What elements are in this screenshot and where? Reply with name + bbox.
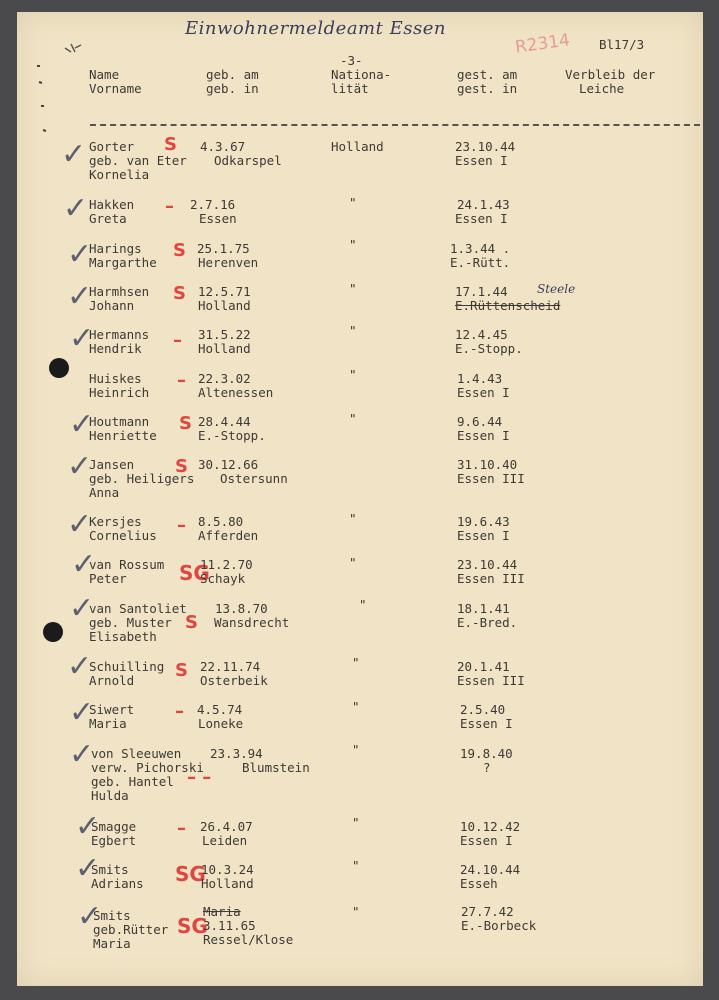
birth-place: E.-Stopp. [198,428,266,443]
death-date: 19.6.43 [457,514,510,529]
document-page [17,12,703,986]
nationality: " [359,597,367,612]
red-mark: SG [177,914,208,938]
red-mark: SG [179,561,210,585]
red-mark: S [173,283,186,304]
check-mark: ✓ [61,137,87,172]
death-date: 1.3.44 . [450,241,511,256]
death-date: 23.10.44 [455,139,516,154]
red-mark: S [164,134,177,155]
birth-date: 30.12.66 [198,457,259,472]
birth-date: 31.5.22 [198,327,251,342]
check-mark: ✓ [75,851,101,886]
red-mark: – [175,701,184,722]
birth-place: Osterbeik [200,673,268,688]
check-mark: ✓ [71,547,97,582]
birth-date: 12.5.71 [198,284,251,299]
death-date: 10.12.42 [460,819,521,834]
col-header-death: gest. am gest. in [457,67,518,96]
check-mark: ✓ [63,191,89,226]
check-mark: ✓ [67,507,93,542]
check-mark: ✓ [69,695,95,730]
red-mark: S [173,240,186,261]
record-name: Houtmann Henriette [89,414,157,443]
death-place: E.-Rütt. [450,255,511,270]
death-place: E.-Stopp. [455,341,523,356]
birth-place: Holland [198,298,251,313]
death-place: Essen I [457,428,510,443]
red-mark: SG [175,862,206,886]
birth-date: 4.3.67 [200,139,246,154]
red-mark: – [165,196,174,217]
birth-date: 22.3.02 [198,371,251,386]
col-header-remains: Verbleib der Leiche [565,67,656,96]
birth-date-struck: Maria [203,904,241,919]
birth-place: Wansdrecht [214,615,290,630]
birth-date: 8.5.80 [198,514,244,529]
red-mark: S [179,413,192,434]
death-place: Essen I [457,385,510,400]
record-name: Schuilling Arnold [89,659,165,688]
death-place: Essen III [457,673,525,688]
margin-pencil-marks [35,34,95,144]
page-number: -3- [340,53,363,68]
birth-place: Ressel/Klose [203,932,294,947]
nationality: " [349,323,357,338]
check-mark: ✓ [69,321,95,356]
red-mark: – [177,515,186,536]
record-name: Gorter geb. van Eter Kornelia [89,139,187,182]
birth-date: 26.4.07 [200,819,253,834]
birth-place: Holland [198,341,251,356]
record-name: Smits geb.Rütter Maria [93,908,169,951]
birth-place: Odkarspel [214,153,282,168]
check-mark: ✓ [67,237,93,272]
death-place: E.-Borbeck [461,918,537,933]
birth-place: Essen [199,211,237,226]
nationality: " [349,411,357,426]
nationality: " [349,511,357,526]
death-date: 9.6.44 [457,414,503,429]
record-name: Harings Margarthe [89,241,157,270]
birth-date: 25.1.75 [197,241,250,256]
death-date: 24.10.44 [460,862,521,877]
death-place: Essen I [455,211,508,226]
record-name: Smits Adrians [91,862,144,891]
col-header-name: Name Vorname [89,67,142,96]
handwritten-title: Einwohnermeldeamt Essen [185,18,446,39]
death-date: 20.1.41 [457,659,510,674]
check-mark: ✓ [77,899,103,934]
death-date: 27.7.42 [461,904,514,919]
red-mark: S [175,456,188,477]
death-place: Essen III [457,571,525,586]
birth-place: Holland [201,876,254,891]
nationality: " [349,237,357,252]
death-date: 23.10.44 [457,557,518,572]
birth-date: 13.8.70 [215,601,268,616]
death-place: Essen III [457,471,525,486]
record-name: Harmhsen Johann [89,284,150,313]
birth-place: Ostersunn [220,471,288,486]
birth-date: 3.11.65 [203,918,256,933]
nationality: " [352,815,360,830]
death-date: 17.1.44 [455,284,508,299]
death-place: Esseh [460,876,498,891]
header-divider [90,124,700,126]
death-place-correction: Steele [537,282,576,296]
birth-place: Herenven [198,255,259,270]
birth-date: 11.2.70 [200,557,253,572]
death-place: ? [483,760,491,775]
red-mark: – – [187,767,212,788]
col-header-nationality: Nationa- lität [331,67,392,96]
nationality: " [352,699,360,714]
death-place: Essen I [460,833,513,848]
pencil-note: R2314 [513,30,572,58]
birth-place: Schayk [200,571,246,586]
record-name: van Santoliet geb. Muster Elisabeth [89,601,187,644]
birth-place: Altenessen [198,385,274,400]
birth-date: 22.11.74 [200,659,261,674]
punch-hole [43,622,63,642]
death-date: 31.10.40 [457,457,518,472]
record-name: van Rossum Peter [89,557,165,586]
death-date: 1.4.43 [457,371,503,386]
record-name: Huiskes Heinrich [89,371,150,400]
red-mark: – [177,818,186,839]
record-name: Hermanns Hendrik [89,327,150,356]
check-mark: ✓ [75,809,101,844]
birth-date: 4.5.74 [197,702,243,717]
birth-place: Afferden [198,528,259,543]
nationality: " [352,904,360,919]
check-mark: ✓ [67,649,93,684]
nationality: " [349,555,357,570]
birth-place: Leiden [202,833,248,848]
death-place: Essen I [460,716,513,731]
nationality: " [352,742,360,757]
death-place: Essen I [457,528,510,543]
death-place: E.Rüttenscheid [455,298,561,313]
record-name: Jansen geb. Heiligers Anna [89,457,195,500]
check-mark: ✓ [69,407,95,442]
red-mark: – [177,370,186,391]
red-mark: S [185,612,198,633]
record-name: Hakken Greta [89,197,135,226]
archive-stamp: Bl17/3 [599,37,645,52]
nationality: " [349,367,357,382]
record-name: von Sleeuwen verw. Pichorski geb. Hantel Hulda [91,746,204,803]
birth-date: 28.4.44 [198,414,251,429]
red-mark: – [173,330,182,351]
nationality: " [349,281,357,296]
death-date: 2.5.40 [460,702,506,717]
nationality: Holland [331,139,384,154]
death-place: Essen I [455,153,508,168]
check-mark: ✓ [67,449,93,484]
birth-date: 10.3.24 [201,862,254,877]
birth-place: Loneke [198,716,244,731]
nationality: " [352,655,360,670]
punch-hole [49,358,69,378]
nationality: " [352,858,360,873]
col-header-birth: geb. am geb. in [206,67,259,96]
check-mark: ✓ [69,737,95,772]
death-date: 24.1.43 [457,197,510,212]
record-name: Kersjes Cornelius [89,514,157,543]
birth-place: Blumstein [242,760,310,775]
birth-date: 23.3.94 [210,746,263,761]
check-mark: ✓ [69,591,95,626]
record-name: Smagge Egbert [91,819,137,848]
nationality: " [349,195,357,210]
death-date: 19.8.40 [460,746,513,761]
check-mark: ✓ [67,279,93,314]
birth-date: 2.7.16 [190,197,236,212]
death-date: 18.1.41 [457,601,510,616]
red-mark: S [175,660,188,681]
death-place: E.-Bred. [457,615,518,630]
death-date: 12.4.45 [455,327,508,342]
record-name: Siwert Maria [89,702,135,731]
